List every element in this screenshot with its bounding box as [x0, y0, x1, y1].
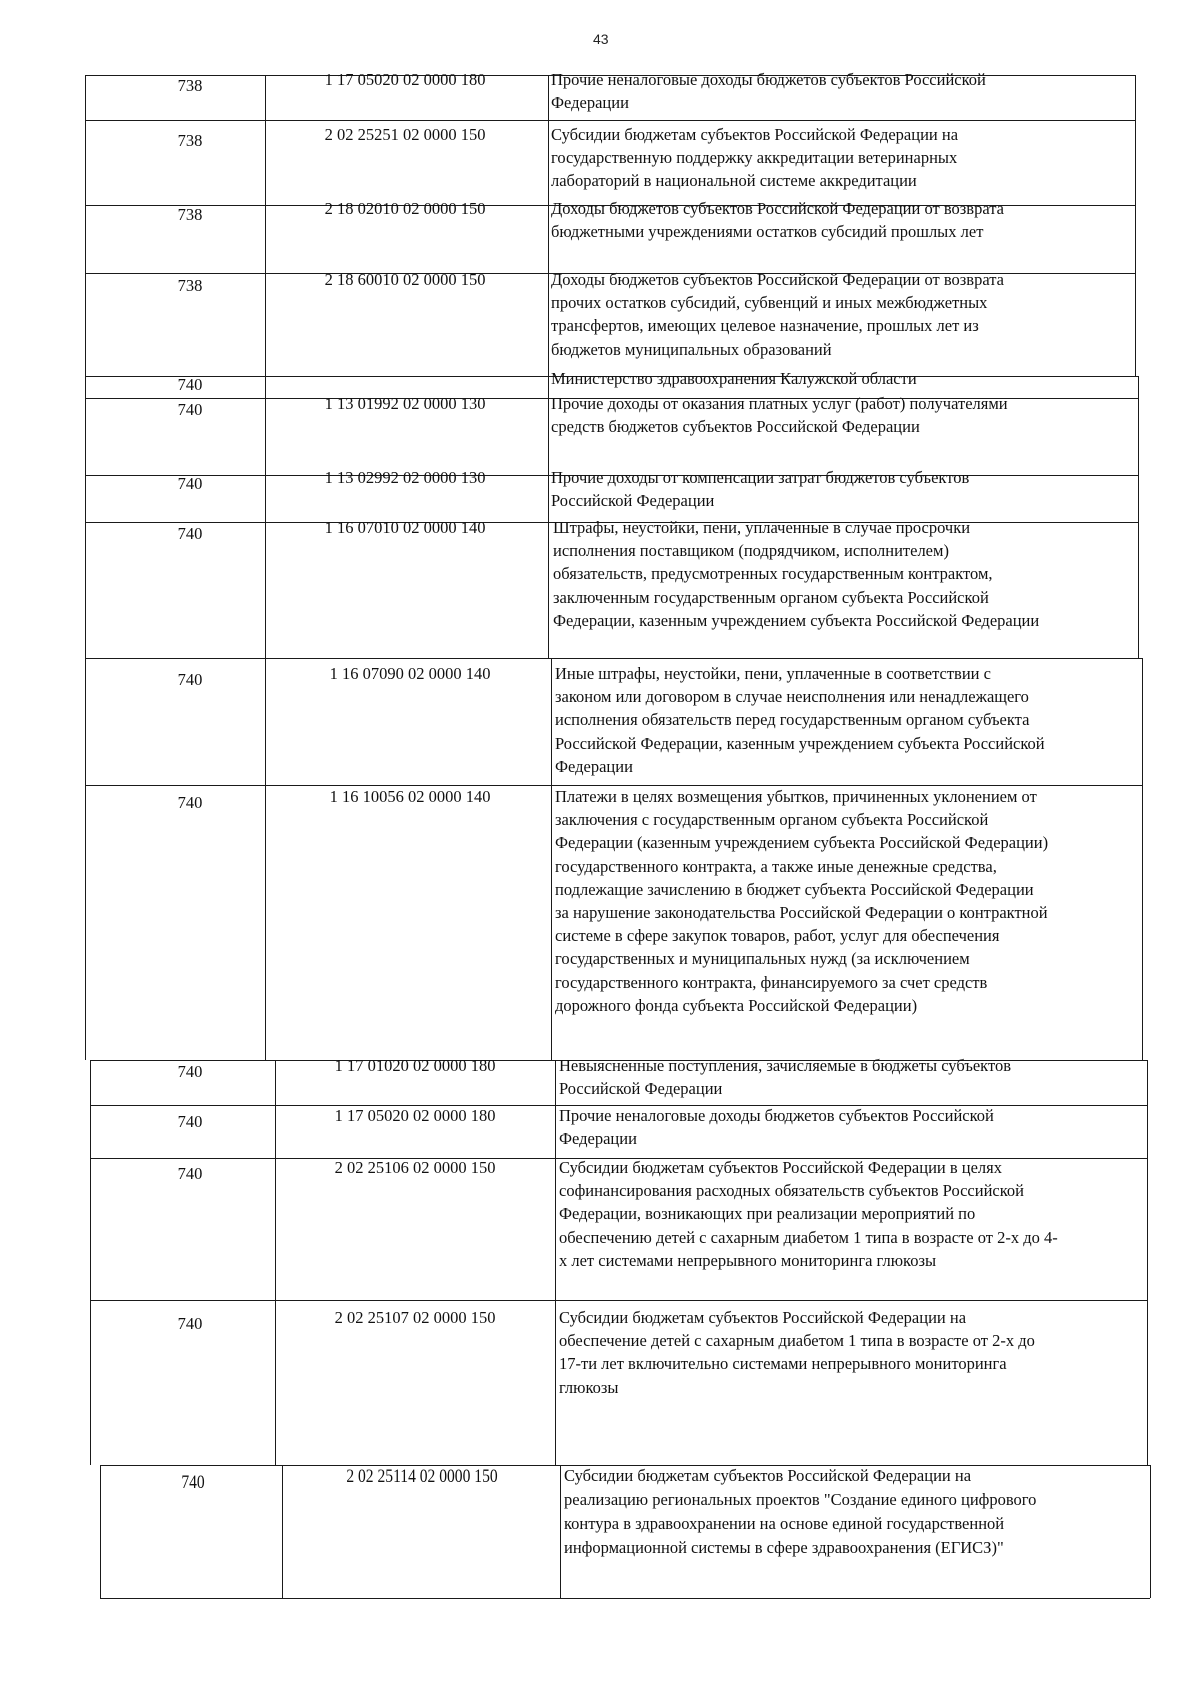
- income-code: 2 02 25107 02 0000 150: [334, 1308, 496, 1327]
- income-description: Субсидии бюджетам субъектов Российской Федерации на государственную поддержку аккредитации ветеринарных лабораторий в национальной системе аккредитации: [551, 125, 959, 191]
- column-border: [282, 1465, 283, 1598]
- column-border: [265, 120, 266, 205]
- income-description: Субсидии бюджетам субъектов Российской Федерации в целях софинансирования расходных обязательств субъектов Российской Федерации, возникающих при реализации мероприятий по обеспечению детей с сахарным диабетом 1 типа в возрасте от 2-х до 4- х лет системами непрерывного мониторинга глюкозы: [559, 1158, 1058, 1270]
- admin-code: 738: [177, 205, 203, 224]
- column-border: [548, 120, 549, 205]
- income-code: 1 13 01992 02 0000 130: [324, 394, 486, 413]
- column-border: [265, 658, 266, 785]
- column-border: [265, 785, 266, 1060]
- column-border: [85, 75, 86, 120]
- column-border: [90, 1105, 91, 1158]
- income-code: 2 02 25251 02 0000 150: [324, 125, 486, 144]
- column-border: [555, 1105, 556, 1158]
- income-description: Штрафы, неустойки, пени, уплаченные в случае просрочки исполнения поставщиком (подрядчиком, исполнителем) обязательств, предусмотренных государственным контрактом, заключенным государственным органом субъекта Российской Федерации, казенным учреждением субъекта Российской Федерации: [553, 518, 1040, 630]
- admin-code: 740: [177, 1112, 203, 1131]
- column-border: [1135, 273, 1136, 376]
- column-border: [85, 658, 86, 785]
- column-border: [555, 1300, 556, 1465]
- column-border: [1147, 1158, 1148, 1300]
- column-border: [1142, 785, 1143, 1060]
- admin-code: 740: [177, 474, 203, 493]
- page-number: 43: [593, 31, 609, 47]
- column-border: [275, 1105, 276, 1158]
- admin-code: 740: [177, 400, 203, 419]
- column-border: [1147, 1105, 1148, 1158]
- column-border: [1138, 398, 1139, 475]
- income-description: Субсидии бюджетам субъектов Российской Федерации на реализацию региональных проектов "Создание единого цифрового контура в здравоохранении на основе единой государственной информационной системы в сфере здравоохранения (ЕГИСЗ)": [564, 1466, 1037, 1557]
- income-description: Субсидии бюджетам субъектов Российской Федерации на обеспечение детей с сахарным диабетом 1 типа в возрасте от 2-х до 17-ти лет включительно системами непрерывного мониторинга глюкозы: [559, 1308, 1035, 1397]
- admin-code: 740: [177, 1314, 203, 1333]
- income-description: Прочие доходы от компенсации затрат бюджетов субъектов Российской Федерации: [551, 468, 970, 511]
- income-description: Прочие неналоговые доходы бюджетов субъектов Российской Федерации: [551, 70, 986, 113]
- column-border: [1135, 120, 1136, 205]
- column-border: [551, 785, 552, 1060]
- income-code: 2 18 02010 02 0000 150: [324, 199, 486, 218]
- admin-code: 740: [177, 524, 203, 543]
- column-border: [265, 475, 266, 522]
- admin-code: 740: [177, 793, 203, 812]
- column-border: [560, 1465, 561, 1598]
- income-description: Иные штрафы, неустойки, пени, уплаченные в соответствии с законом или договором в случае неисполнения или ненадлежащего исполнения обязательств перед государственным органом субъекта Российской Федерации, казенным учреждением субъекта Российской Федерации: [555, 664, 1045, 776]
- column-border: [90, 1158, 91, 1300]
- income-description: Невыясненные поступления, зачисляемые в бюджеты субъектов Российской Федерации: [559, 1056, 1012, 1099]
- column-border: [1135, 205, 1136, 273]
- income-description: Прочие доходы от оказания платных услуг (работ) получателями средств бюджетов субъектов Российской Федерации: [551, 394, 1008, 437]
- column-border: [90, 1300, 91, 1465]
- column-border: [1138, 475, 1139, 522]
- income-description: Министерство здравоохранения Калужской области: [551, 369, 917, 388]
- row-top-border: [90, 1300, 1147, 1301]
- column-border: [548, 273, 549, 376]
- column-border: [1138, 522, 1139, 658]
- column-border: [275, 1060, 276, 1105]
- income-description: Прочие неналоговые доходы бюджетов субъектов Российской Федерации: [559, 1106, 994, 1149]
- column-border: [548, 522, 549, 658]
- admin-code: 740: [177, 1164, 203, 1183]
- column-border: [555, 1060, 556, 1105]
- admin-code: 738: [177, 76, 203, 95]
- admin-code: 740: [177, 375, 203, 394]
- column-border: [555, 1158, 556, 1300]
- column-border: [548, 475, 549, 522]
- column-border: [85, 475, 86, 522]
- column-border: [551, 658, 552, 785]
- column-border: [265, 273, 266, 376]
- column-border: [548, 376, 549, 398]
- column-border: [1138, 376, 1139, 398]
- column-border: [1135, 75, 1136, 120]
- admin-code: 740: [177, 1062, 203, 1081]
- income-code: 1 17 05020 02 0000 180: [324, 70, 486, 89]
- income-code: 2 02 25114 02 0000 150: [346, 1466, 498, 1487]
- column-border: [1147, 1300, 1148, 1465]
- column-border: [265, 376, 266, 398]
- column-border: [1150, 1465, 1151, 1598]
- admin-code: 738: [177, 131, 203, 150]
- column-border: [85, 273, 86, 376]
- income-code: 1 16 07010 02 0000 140: [324, 518, 486, 537]
- column-border: [548, 398, 549, 475]
- column-border: [85, 376, 86, 398]
- column-border: [85, 785, 86, 1060]
- column-border: [548, 205, 549, 273]
- row-top-border: [85, 658, 1142, 659]
- admin-code: 740: [177, 670, 203, 689]
- column-border: [265, 75, 266, 120]
- column-border: [275, 1158, 276, 1300]
- income-code: 1 17 05020 02 0000 180: [334, 1106, 496, 1125]
- row-top-border: [85, 120, 1135, 121]
- column-border: [85, 522, 86, 658]
- income-description: Доходы бюджетов субъектов Российской Федерации от возврата бюджетными учреждениями остатков субсидий прошлых лет: [551, 199, 1004, 242]
- column-border: [265, 398, 266, 475]
- income-description: Платежи в целях возмещения убытков, причиненных уклонением от заключения с государственным органом субъекта Российской Федерации (казенным учреждением субъекта Российской Федерации) государственного контракта, а также иные денежные средства, подлежащие зачислению в бюджет субъекта Российской Федерации за нарушение законодательства Российской Федерации о контрактной системе в сфере закупок товаров, работ, услуг для обеспечения государственных и муниципальных нужд (за исключением государственного контракта, финансируемого за счет средств дорожного фонда субъекта Российской Федерации): [555, 787, 1049, 1015]
- admin-code: 738: [177, 276, 203, 295]
- column-border: [265, 522, 266, 658]
- income-description: Доходы бюджетов субъектов Российской Федерации от возврата прочих остатков субсидий, субвенций и иных межбюджетных трансфертов, имеющих целевое назначение, прошлых лет из бюджетов муниципальных образований: [551, 270, 1004, 359]
- column-border: [85, 205, 86, 273]
- admin-code: 740: [181, 1472, 205, 1493]
- column-border: [548, 75, 549, 120]
- income-code: 2 18 60010 02 0000 150: [324, 270, 486, 289]
- column-border: [1147, 1060, 1148, 1105]
- income-code: 1 17 01020 02 0000 180: [334, 1056, 496, 1075]
- income-code: 1 13 02992 02 0000 130: [324, 468, 486, 487]
- column-border: [100, 1465, 101, 1598]
- column-border: [85, 398, 86, 475]
- income-code: 2 02 25106 02 0000 150: [334, 1158, 496, 1177]
- column-border: [275, 1300, 276, 1465]
- column-border: [85, 120, 86, 205]
- column-border: [265, 205, 266, 273]
- income-code: 1 16 07090 02 0000 140: [329, 664, 491, 683]
- column-border: [90, 1060, 91, 1105]
- income-code: 1 16 10056 02 0000 140: [329, 787, 491, 806]
- table-bottom-border: [100, 1598, 1150, 1599]
- column-border: [1142, 658, 1143, 785]
